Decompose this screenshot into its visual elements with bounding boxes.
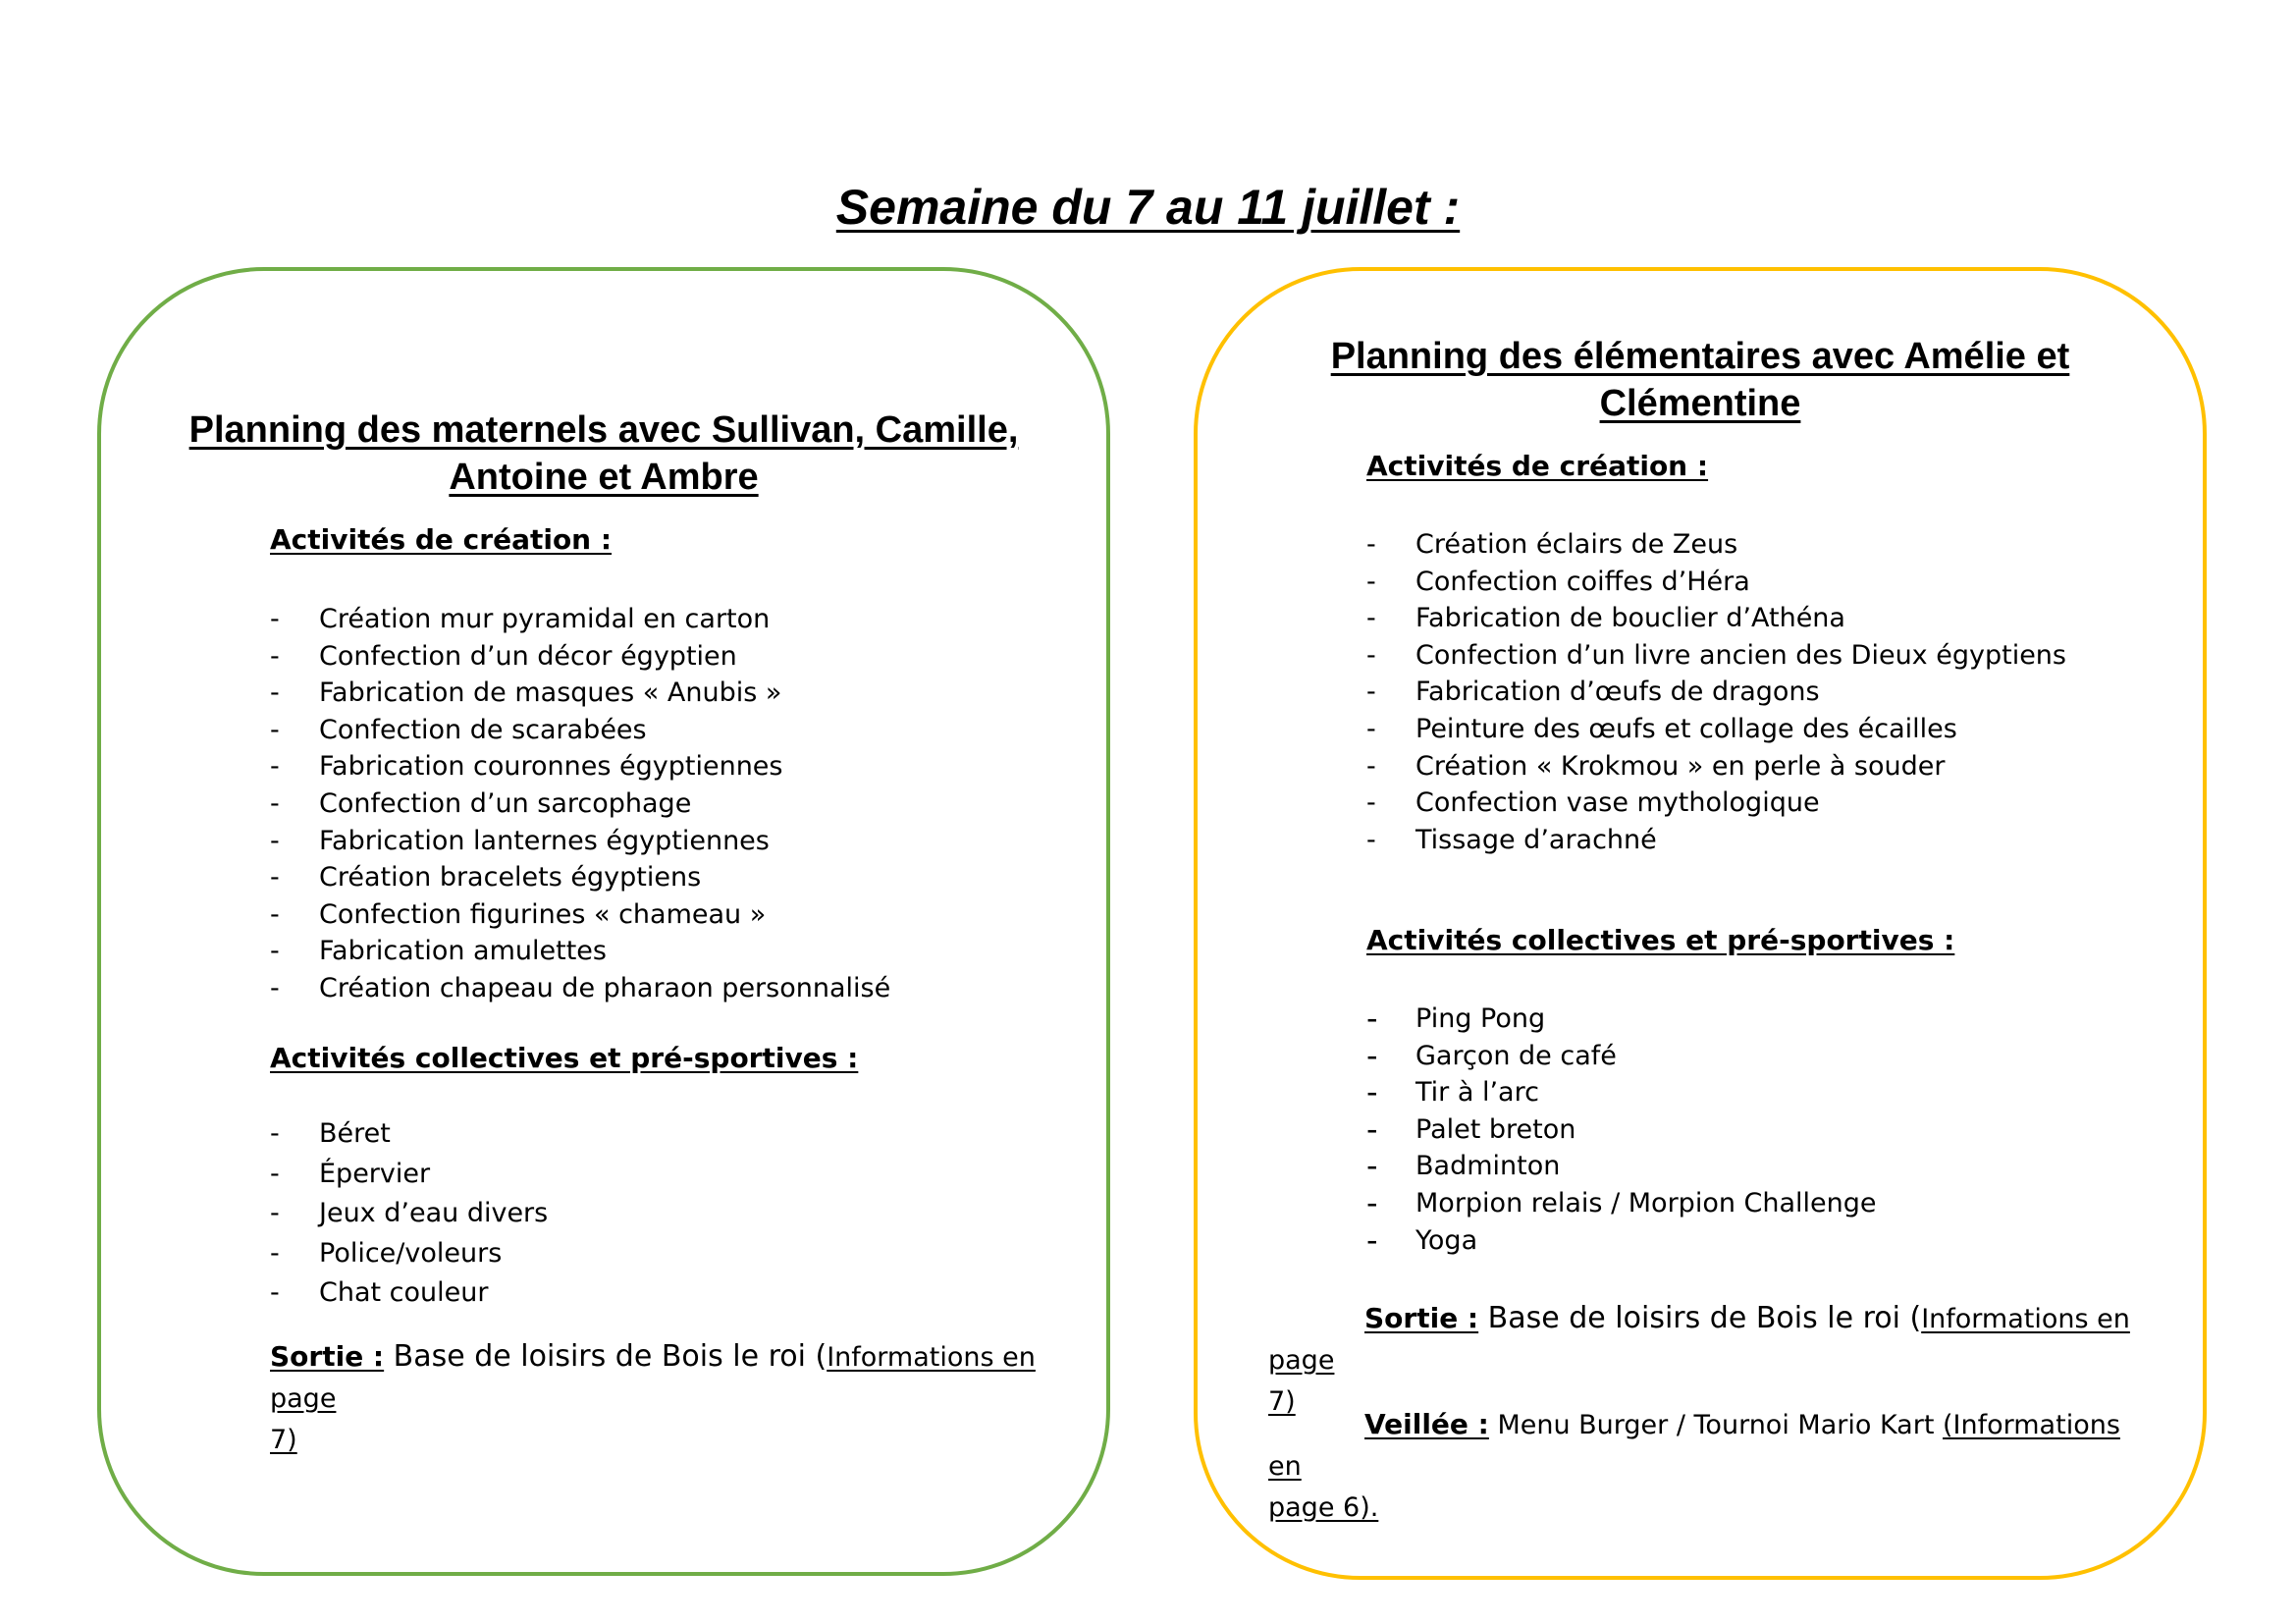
list-item: - Confection coiffes d’Héra xyxy=(1366,566,1750,597)
list-item: - Badminton xyxy=(1366,1147,1561,1185)
list-item: - Ping Pong xyxy=(1366,1000,1546,1037)
list-item: - Béret xyxy=(270,1118,391,1149)
veillee-info-link[interactable]: (Informations en xyxy=(1268,1410,2120,1482)
veillee-label: Veillée : xyxy=(1364,1408,1489,1440)
maternels-sortie: Sortie : Base de loisirs de Bois le roi (Informations en page 7) xyxy=(270,1339,1036,1455)
list-item: - Épervier xyxy=(270,1158,431,1189)
list-item: - Jeux d’eau divers xyxy=(270,1198,549,1228)
list-item: - Fabrication de masques « Anubis » xyxy=(270,677,782,709)
veillee-info-link-page[interactable]: page 6). xyxy=(1268,1492,1379,1523)
list-item: - Confection de scarabées xyxy=(270,714,647,745)
list-item: - Tissage d’arachné xyxy=(1366,824,1657,855)
maternels-collective-list xyxy=(270,1114,548,1314)
elementaires-panel-title xyxy=(1256,333,2144,427)
list-item: - Confection figurines « chameau » xyxy=(270,898,767,930)
list-item: - Fabrication amulettes xyxy=(270,936,607,967)
maternels-panel xyxy=(97,267,1110,1576)
elementaires-creation-list xyxy=(1366,526,2066,858)
list-item: - Création chapeau de pharaon personnalisé xyxy=(270,972,891,1003)
list-item: - Création « Krokmou » en perle à souder xyxy=(1366,750,1946,782)
maternels-title-line1: Planning des maternels avec Sullivan, Camille, xyxy=(188,409,1019,451)
elementaires-veillee: Veillée : Menu Burger / Tournoi Mario Kart (Informations en page 6). xyxy=(1268,1408,2120,1523)
elementaires-collective-list xyxy=(1366,1001,1877,1259)
list-item: - Confection vase mythologique xyxy=(1366,787,1820,819)
list-item: - Fabrication lanternes égyptiennes xyxy=(270,825,770,856)
list-item: - Confection d’un livre ancien des Dieux égyptiens xyxy=(1366,639,2066,671)
elementaires-creation-heading: Activités de création : xyxy=(1366,450,1709,482)
elementaires-title-line1: Planning des élémentaires avec Amélie et xyxy=(1330,336,2070,377)
sortie-info-link-page[interactable]: 7) xyxy=(1268,1386,1296,1417)
list-item: - Confection d’un sarcophage xyxy=(270,787,692,819)
sortie-info-link-page[interactable]: 7) xyxy=(270,1425,297,1455)
list-item: - Création bracelets égyptiens xyxy=(270,862,702,893)
elementaires-title-line2: Clémentine xyxy=(1599,383,1801,424)
sortie-label: Sortie : xyxy=(1364,1302,1479,1334)
maternels-title-line2: Antoine et Ambre xyxy=(449,457,759,498)
list-item: - Yoga xyxy=(1366,1220,1478,1259)
maternels-creation-list xyxy=(270,601,890,1007)
list-item: - Confection d’un décor égyptien xyxy=(270,640,737,672)
list-item: - Chat couleur xyxy=(270,1277,489,1308)
list-item: - Garçon de café xyxy=(1366,1036,1617,1074)
sortie-label: Sortie : xyxy=(270,1340,385,1373)
elementaires-collective-heading: Activités collectives et pré-sportives : xyxy=(1366,924,1955,956)
list-item: - Création mur pyramidal en carton xyxy=(270,604,771,634)
list-item: - Fabrication couronnes égyptiennes xyxy=(270,751,783,783)
list-item: - Morpion relais / Morpion Challenge xyxy=(1366,1183,1877,1221)
list-item: - Création éclairs de Zeus xyxy=(1366,529,1738,560)
list-item: - Police/voleurs xyxy=(270,1237,503,1269)
elementaires-sortie: Sortie : Base de loisirs de Bois le roi (Informations en page 7) xyxy=(1268,1301,2130,1417)
maternels-creation-heading: Activités de création : xyxy=(270,523,613,556)
list-item: - Tir à l’arc xyxy=(1366,1073,1539,1111)
page-title: Semaine du 7 au 11 juillet : xyxy=(835,180,1461,235)
elementaires-panel xyxy=(1194,267,2207,1580)
list-item: - Peinture des œufs et collage des écailles xyxy=(1366,713,1957,744)
list-item: - Fabrication d’œufs de dragons xyxy=(1366,677,1820,708)
maternels-panel-title xyxy=(160,406,1047,501)
maternels-collective-heading: Activités collectives et pré-sportives : xyxy=(270,1042,859,1074)
sortie-info-link[interactable]: Informations en page xyxy=(270,1342,1036,1414)
list-item: - Palet breton xyxy=(1366,1110,1576,1148)
sortie-info-link[interactable]: Informations en page xyxy=(1268,1304,2130,1376)
list-item: - Fabrication de bouclier d’Athéna xyxy=(1366,603,1845,634)
